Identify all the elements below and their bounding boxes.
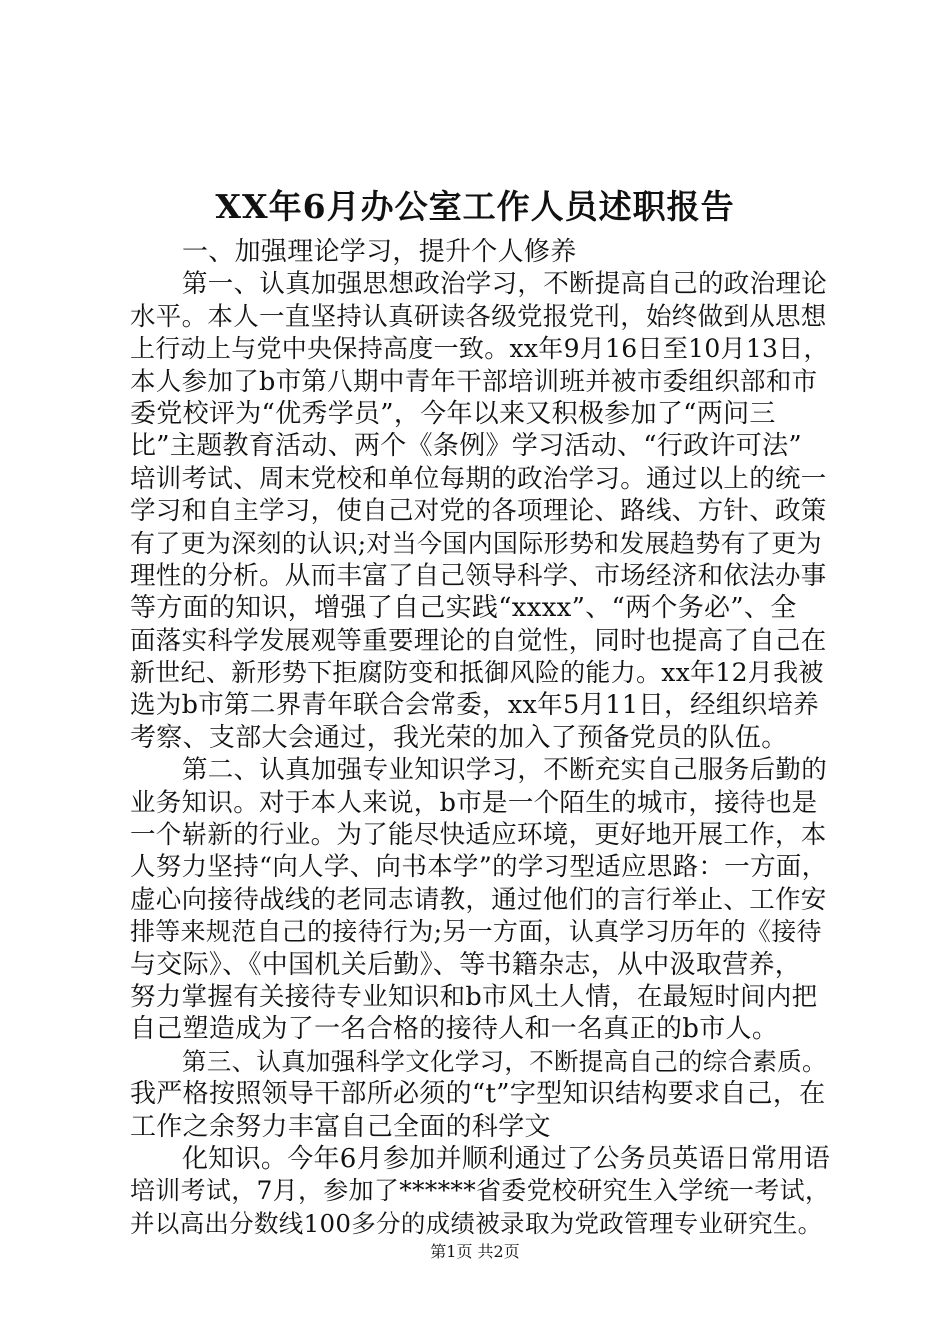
paragraph-line: 化知识。今年6月参加并顺利通过了公务员英语日常用语	[182, 1143, 831, 1174]
paragraph-line: 与交际》、《中国机关后勤》、等书籍杂志，从中汲取营养，	[130, 949, 802, 980]
paragraph-line: 有了更为深刻的认识;对当今国内国际形势和发展趋势有了更为	[130, 528, 822, 558]
paragraph-line: 理性的分析。从而丰富了自己领导科学、市场经济和依法办事	[130, 560, 827, 591]
paragraph-line: 并以高出分数线100多分的成绩被录取为党政管理专业研究生。	[130, 1208, 823, 1238]
paragraph-line: 选为b市第二界青年联合会常委，xx年5月11日，经组织培养	[130, 690, 819, 721]
paragraph-line: 一个崭新的行业。为了能尽快适应环境，更好地开展工作，本	[130, 820, 827, 851]
paragraph-line: 面落实科学发展观等重要理论的自觉性，同时也提高了自己在	[130, 625, 827, 656]
paragraph-line: 考察、支部大会通过，我光荣的加入了预备党员的队伍。	[130, 722, 788, 753]
paragraph-line: 第二、认真加强专业知识学习，不断充实自己服务后勤的	[182, 755, 828, 786]
paragraph-line: 学习和自主学习，使自己对党的各项理论、路线、方针、政策	[130, 496, 827, 527]
paragraph-line: 委党校评为“优秀学员”，今年以来又积极参加了“两问三	[130, 398, 776, 429]
section-heading: 一、加强理论学习，提升个人修养	[182, 237, 577, 267]
paragraph-line: 第三、认真加强科学文化学习，不断提高自己的综合素质。	[182, 1046, 827, 1076]
paragraph-line: 自己塑造成为了一名合格的接待人和一名真正的b市人。	[130, 1014, 779, 1045]
paragraph-line: 比”主题教育活动、两个《条例》学习活动、“行政许可法”	[130, 431, 802, 462]
paragraph-line: 我严格按照领导干部所必须的“t”字型知识结构要求自己，在	[130, 1079, 826, 1110]
paragraph-line: 第一、认真加强思想政治学习，不断提高自己的政治理论	[182, 269, 828, 300]
paragraph-line: 业务知识。对于本人来说，b市是一个陌生的城市，接待也是	[130, 787, 818, 818]
paragraph-line: 上行动上与党中央保持高度一致。xx年9月16日至10月13日，	[130, 334, 829, 364]
paragraph-line: 努力掌握有关接待专业知识和b市风土人情，在最短时间内把	[130, 981, 818, 1012]
paragraph-line: 工作之余努力丰富自己全面的科学文	[130, 1111, 551, 1142]
paragraph-line: 排等来规范自己的接待行为;另一方面，认真学习历年的《接待	[130, 917, 822, 947]
paragraph-line: 培训考试，7月，参加了******省委党校研究生入学统一考试，	[130, 1176, 831, 1206]
paragraph-line: 水平。本人一直坚持认真研读各级党报党刊，始终做到从思想	[130, 301, 827, 332]
page-number: 第1页 共2页	[430, 1242, 520, 1261]
paragraph-line: 人努力坚持“向人学、向书本学”的学习型适应思路：一方面，	[130, 852, 828, 883]
paragraph-line: 本人参加了b市第八期中青年干部培训班并被市委组织部和市	[130, 366, 818, 397]
document-body	[130, 236, 830, 1240]
paragraph-line: 等方面的知识，增强了自己实践“xxxx”、“两个务必”、全	[130, 593, 797, 624]
document-title: XX年6月办公室工作人员述职报告	[215, 187, 735, 226]
paragraph-line: 新世纪、新形势下拒腐防变和抵御风险的能力。xx年12月我被	[130, 658, 824, 688]
paragraph-line: 培训考试、周末党校和单位每期的政治学习。通过以上的统一	[130, 463, 827, 494]
paragraph-line: 虚心向接待战线的老同志请教，通过他们的言行举止、工作安	[130, 884, 827, 915]
